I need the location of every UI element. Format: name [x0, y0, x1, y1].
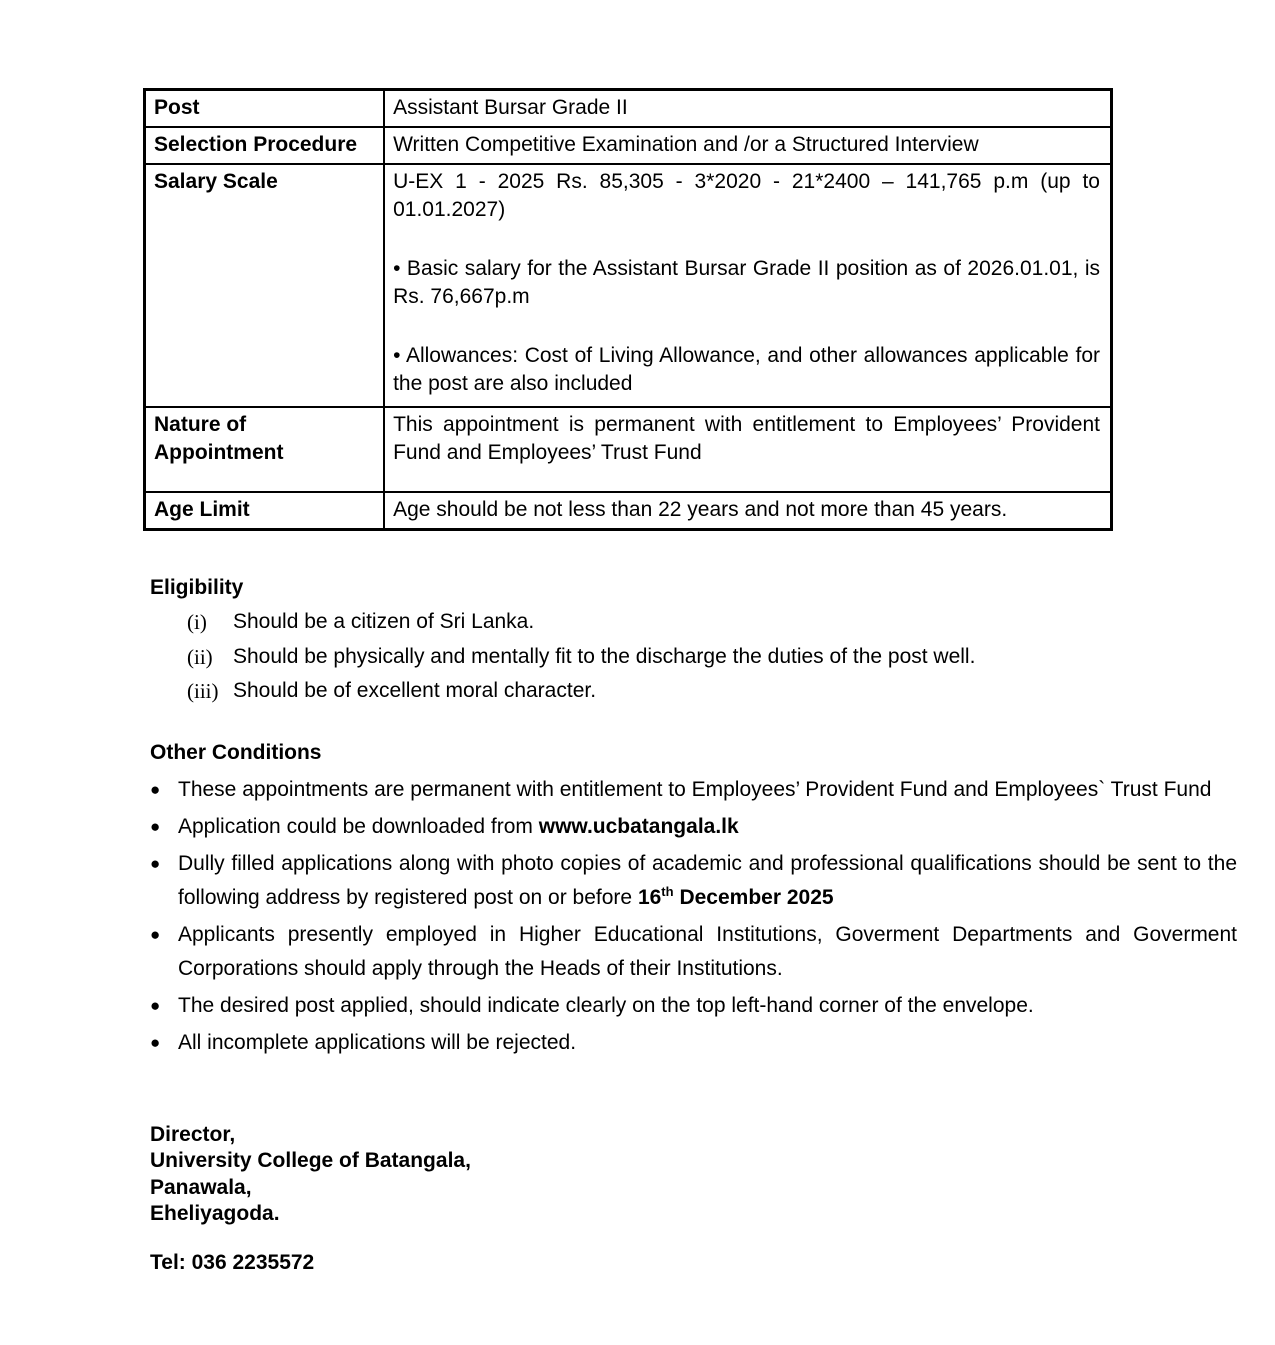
selection-procedure-label: Selection Procedure [145, 127, 385, 164]
table-row-selection-procedure [145, 127, 1112, 164]
condition-text: All incomplete applications will be rejected. [178, 1030, 577, 1054]
list-item [150, 989, 1237, 1023]
other-conditions-list [150, 773, 1237, 1060]
eligibility-item-text: Should be of excellent moral character. [233, 679, 597, 702]
deadline-date [637, 883, 834, 909]
eligibility-list [187, 605, 1275, 709]
salary-scale-paragraph: U-EX 1 - 2025 Rs. 85,305 - 3*2020 - 21*2400 – 141,765 p.m (up to 01.01.2027) [393, 170, 1100, 221]
address-line: Panawala, [150, 1175, 252, 1199]
list-item [150, 1026, 1237, 1060]
website-url: www.ucbatangala.lk [538, 814, 739, 838]
address-line: Eheliyagoda. [150, 1202, 280, 1225]
table-row-post [145, 90, 1112, 128]
condition-text: These appointments are permanent with entitlement to Employees’ Provident Fund and Employees` Trust Fund [178, 777, 1212, 801]
list-item [150, 918, 1237, 986]
age-limit-label: Age Limit [145, 492, 385, 530]
deadline-day: 16 [637, 885, 662, 909]
list-item [150, 847, 1237, 915]
nature-of-appointment-label-text: Nature of Appointment [154, 413, 284, 464]
basic-salary-paragraph: • Basic salary for the Assistant Bursar Grade II position as of 2026.01.01, is Rs. 76,667p.m [393, 257, 1100, 308]
salary-scale-value [384, 164, 1111, 407]
signature-block [150, 1122, 1275, 1228]
condition-text-plain: Application could be downloaded from [178, 814, 539, 838]
telephone-line: Tel: 036 2235572 [150, 1250, 315, 1274]
bullet-icon: ● [150, 995, 161, 1015]
list-item [187, 640, 1275, 675]
table-row-age-limit [145, 492, 1112, 530]
condition-text: The desired post applied, should indicate clearly on the top left-hand corner of the envelope. [178, 993, 1034, 1017]
condition-text [178, 810, 1237, 844]
allowances-paragraph: • Allowances: Cost of Living Allowance, and other allowances applicable for the post are also included [393, 344, 1100, 395]
table-row-salary-scale [145, 164, 1112, 407]
vacancy-details-table [143, 88, 1113, 531]
deadline-month-year: December 2025 [679, 885, 834, 909]
signatory-title: Director, [150, 1122, 236, 1146]
roman-numeral-marker: (i) [187, 610, 207, 634]
salary-scale-label: Salary Scale [145, 164, 385, 407]
list-item [187, 674, 1275, 709]
post-label: Post [145, 90, 385, 128]
eligibility-item-text: Should be a citizen of Sri Lanka. [233, 610, 535, 633]
other-conditions-heading: Other Conditions [150, 740, 322, 764]
bullet-icon: ● [150, 853, 161, 873]
condition-text [178, 847, 1237, 915]
condition-text: Applicants presently employed in Higher Educational Institutions, Goverment Departments and Goverment Corporations should apply through the Heads of their Institutions. [178, 922, 1237, 980]
nature-of-appointment-value: This appointment is permanent with entitlement to Employees’ Provident Fund and Employees’ Trust Fund [384, 407, 1111, 492]
list-item [150, 810, 1237, 844]
bullet-icon: ● [150, 924, 161, 944]
age-limit-value: Age should be not less than 22 years and not more than 45 years. [384, 492, 1111, 530]
ordinal-suffix: th [661, 883, 674, 899]
nature-of-appointment-label [145, 407, 385, 492]
roman-numeral-marker: (iii) [187, 679, 219, 703]
bullet-icon: ● [150, 779, 161, 799]
post-value: Assistant Bursar Grade II [384, 90, 1111, 128]
eligibility-heading: Eligibility [150, 576, 244, 599]
eligibility-item-text: Should be physically and mentally fit to the discharge the duties of the post well. [233, 644, 976, 668]
table-row-nature-of-appointment [145, 407, 1112, 492]
bullet-icon: ● [150, 1032, 161, 1052]
list-item [150, 773, 1237, 807]
roman-numeral-marker: (ii) [187, 644, 213, 669]
selection-procedure-value: Written Competitive Examination and /or a Structured Interview [384, 127, 1111, 164]
institution-name: University College of Batangala, [150, 1149, 471, 1172]
list-item [187, 605, 1275, 640]
condition-text-plain: Dully filled applications along with photo copies of academic and professional qualifications should be sent to the following address by registered post on or before [178, 851, 1237, 909]
bullet-icon: ● [150, 816, 161, 836]
